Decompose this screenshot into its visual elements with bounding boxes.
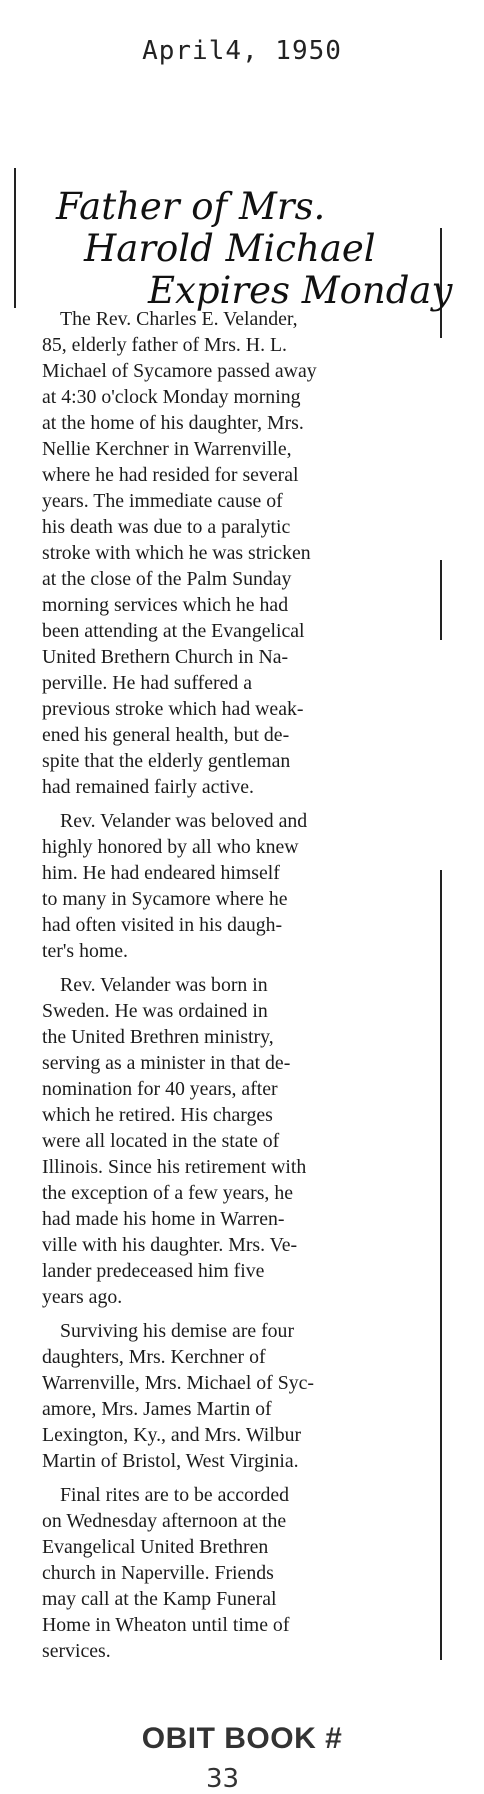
article-line: nomination for 40 years, after (42, 1078, 278, 1100)
article-line: daughters, Mrs. Kerchner of (42, 1346, 266, 1368)
article-line: had often visited in his daugh- (42, 914, 283, 936)
article-line: previous stroke which had weak- (42, 698, 304, 720)
article-paragraph (42, 972, 440, 1310)
article-line: Rev. Velander was born in (60, 974, 268, 996)
article-line: on Wednesday afternoon at the (42, 1510, 287, 1532)
article-line: years ago. (42, 1286, 123, 1308)
article-line: at 4:30 o'clock Monday morning (42, 386, 301, 408)
article-line: where he had resided for several (42, 464, 299, 486)
article-paragraph (42, 1318, 440, 1474)
article-line: Martin of Bristol, West Virginia. (42, 1450, 299, 1472)
article-line: Evangelical United Brethren (42, 1536, 269, 1558)
clipping-date: April4, 1950 (142, 36, 342, 66)
obit-book-number: 33 (206, 1764, 240, 1794)
article-line: 85, elderly father of Mrs. H. L. (42, 334, 287, 356)
article-line: Michael of Sycamore passed away (42, 360, 317, 382)
article-line: serving as a minister in that de- (42, 1052, 291, 1074)
obit-book-stamp: OBIT BOOK # (141, 1722, 343, 1755)
headline-line-2: Harold Michael (84, 227, 376, 270)
article-line: been attending at the Evangelical (42, 620, 305, 642)
article-line: at the close of the Palm Sunday (42, 568, 292, 590)
column-rule-right (440, 870, 442, 1660)
article-line: the United Brethren ministry, (42, 1026, 274, 1048)
article-line: him. He had endeared himself (42, 862, 280, 884)
article-paragraph (42, 808, 440, 964)
article-line: Nellie Kerchner in Warrenville, (42, 438, 292, 460)
article-line: which he retired. His charges (42, 1104, 273, 1126)
article-paragraph (42, 306, 440, 800)
article-line: years. The immediate cause of (42, 490, 283, 512)
article-line: church in Naperville. Friends (42, 1562, 274, 1584)
article-line: may call at the Kamp Funeral (42, 1588, 277, 1610)
article-line: United Brethern Church in Na- (42, 646, 289, 668)
article-paragraph (42, 1482, 440, 1664)
article-line: services. (42, 1640, 111, 1662)
article-line: Home in Wheaton until time of (42, 1614, 290, 1636)
article-line: spite that the elderly gentleman (42, 750, 291, 772)
article-line: Illinois. Since his retirement with (42, 1156, 307, 1178)
article-line: Warrenville, Mrs. Michael of Syc- (42, 1372, 314, 1394)
article-line: had remained fairly active. (42, 776, 254, 798)
article-line: Lexington, Ky., and Mrs. Wilbur (42, 1424, 302, 1446)
article-line: the exception of a few years, he (42, 1182, 293, 1204)
article-body (42, 306, 440, 1672)
article-line: highly honored by all who knew (42, 836, 299, 858)
column-rule-left (14, 168, 16, 308)
article-line: morning services which he had (42, 594, 289, 616)
article-line: stroke with which he was stricken (42, 542, 311, 564)
column-rule-right (440, 560, 442, 640)
article-line: his death was due to a paralytic (42, 516, 291, 538)
article-line: to many in Sycamore where he (42, 888, 288, 910)
headline (50, 186, 460, 312)
article-line: had made his home in Warren- (42, 1208, 285, 1230)
article-line: Surviving his demise are four (60, 1320, 295, 1342)
article-line: Rev. Velander was beloved and (60, 810, 308, 832)
article-line: lander predeceased him five (42, 1260, 265, 1282)
article-line: ened his general health, but de- (42, 724, 290, 746)
article-line: Sweden. He was ordained in (42, 1000, 268, 1022)
article-line: at the home of his daughter, Mrs. (42, 412, 304, 434)
article-line: Final rites are to be accorded (60, 1484, 290, 1506)
headline-line-3: Expires Monday (148, 269, 453, 312)
article-line: perville. He had suffered a (42, 672, 252, 694)
article-line: ter's home. (42, 940, 128, 962)
article-line: ville with his daughter. Mrs. Ve- (42, 1234, 298, 1256)
article-line: were all located in the state of (42, 1130, 280, 1152)
article-line: amore, Mrs. James Martin of (42, 1398, 272, 1420)
article-line: The Rev. Charles E. Velander, (60, 308, 298, 330)
headline-line-1: Father of Mrs. (56, 185, 326, 228)
